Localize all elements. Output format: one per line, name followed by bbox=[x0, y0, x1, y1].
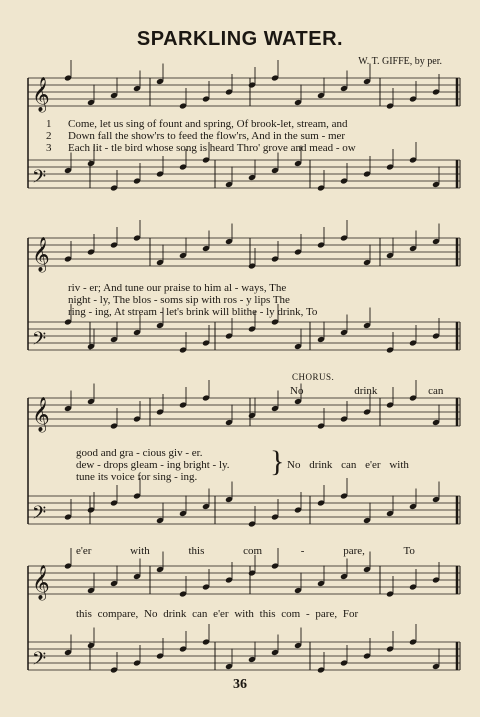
page-number: 36 bbox=[233, 677, 247, 692]
treble-clef-icon: 𝄞 bbox=[32, 237, 50, 272]
staff-lines bbox=[28, 78, 460, 670]
verse-3-line-2: ring - ing, At stream - let's brink will blithe - ly drink, To bbox=[68, 306, 318, 318]
verse-brace: } bbox=[270, 445, 285, 478]
bass-clef-icon: 𝄢 bbox=[32, 329, 47, 354]
chorus-label: CHORUS. bbox=[292, 372, 335, 382]
verse-1-line-1: Come, let us sing of fount and spring, Of brook-let, stream, and bbox=[68, 118, 348, 130]
composer-credit: W. T. GIFFE, by per. bbox=[358, 56, 442, 67]
verse-3-line-3: tune its voice for sing - ing. bbox=[76, 471, 198, 483]
treble-clef-icon: 𝄞 bbox=[32, 77, 50, 112]
chorus-line-1: No drink can bbox=[290, 385, 444, 397]
verse-1-line-3: good and gra - cious giv - er. bbox=[76, 447, 203, 459]
chorus-line-2: No drink can e'er with bbox=[287, 459, 409, 471]
verse-2-number: 2 bbox=[46, 130, 52, 142]
verse-1-number: 1 bbox=[46, 118, 52, 130]
hymn-title: SPARKLING WATER. bbox=[136, 28, 344, 50]
bass-clef-icon: 𝄢 bbox=[32, 167, 47, 192]
verse-1-line-2: riv - er; And tune our praise to him al - ways, The bbox=[68, 282, 287, 294]
verse-2-line-3: dew - drops gleam - ing bright - ly. bbox=[76, 459, 230, 471]
chorus-line-3: e'er with this com - pare, To bbox=[76, 545, 415, 557]
treble-clef-icon: 𝄞 bbox=[32, 397, 50, 432]
treble-clef-icon: 𝄞 bbox=[32, 565, 50, 600]
bass-clef-icon: 𝄢 bbox=[32, 649, 47, 674]
verse-3-number: 3 bbox=[46, 142, 52, 154]
chorus-line-4: this compare, No drink can e'er with this com - pare, For bbox=[76, 608, 359, 620]
verse-2-line-2: night - ly, The blos - soms sip with ros - y lips The bbox=[68, 294, 290, 306]
bass-clef-icon: 𝄢 bbox=[32, 503, 47, 528]
verse-3-line-1: Each lit - tle bird whose song is heard Thro' grove and mead - ow bbox=[68, 142, 356, 154]
verse-2-line-1: Down fall the show'rs to feed the flow'rs, And in the sum - mer bbox=[68, 130, 346, 142]
